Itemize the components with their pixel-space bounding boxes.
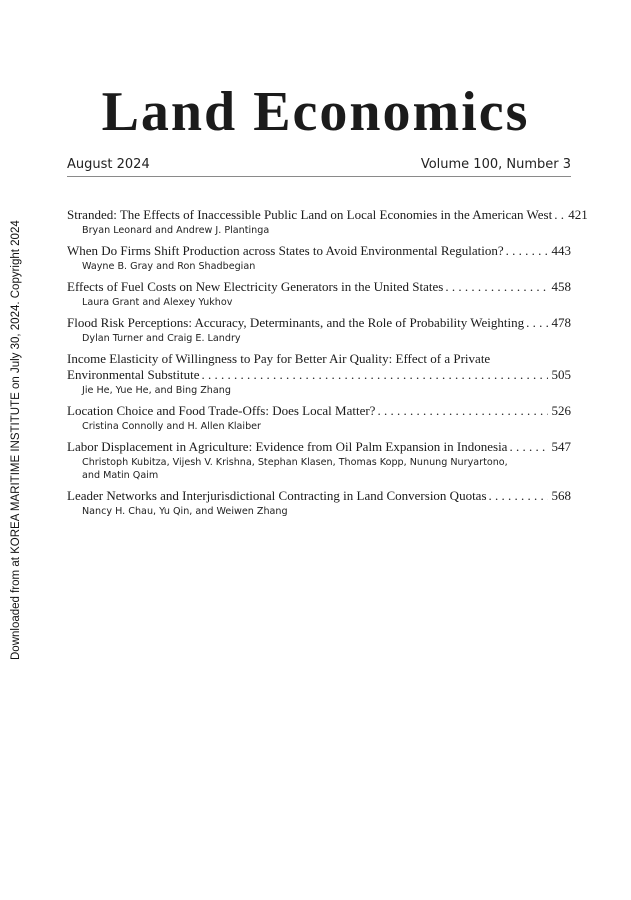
article-authors: Nancy H. Chau, Yu Qin, and Weiwen Zhang	[82, 506, 288, 517]
article-authors: Cristina Connolly and H. Allen Klaiber	[82, 421, 262, 432]
page-number: 526	[551, 403, 571, 418]
dot-leader	[506, 243, 548, 259]
toc-entry[interactable]	[67, 207, 588, 237]
article-title[interactable]: When Do Firms Shift Production across States to Avoid Environmental Regulation?	[67, 243, 504, 258]
toc-entry[interactable]	[67, 488, 571, 518]
page-number: 443	[551, 243, 571, 258]
article-authors: Laura Grant and Alexey Yukhov	[82, 297, 233, 308]
page-number: 568	[551, 488, 571, 503]
page-number: 547	[551, 439, 571, 454]
dot-leader	[377, 403, 547, 419]
article-authors: Dylan Turner and Craig E. Landry	[82, 333, 241, 344]
dot-leader	[509, 439, 547, 455]
article-title[interactable]: Labor Displacement in Agriculture: Evidence from Oil Palm Expansion in Indonesia	[67, 439, 508, 454]
article-title[interactable]: Stranded: The Effects of Inaccessible Public Land on Local Economies in the American West	[67, 207, 553, 222]
page-number: 421	[568, 207, 588, 222]
toc-entry[interactable]	[67, 279, 571, 309]
issue-info-bar	[67, 156, 571, 177]
article-authors-line-1: Christoph Kubitza, Vijesh V. Krishna, Stephan Klasen, Thomas Kopp, Nunung Nuryartono,	[82, 457, 508, 468]
dot-leader	[202, 367, 548, 383]
toc-entry[interactable]	[67, 403, 571, 433]
download-watermark: Downloaded from at KOREA MARITIME INSTITUTE on July 30, 2024. Copyright 2024	[10, 220, 22, 660]
toc-entry[interactable]	[67, 439, 571, 482]
article-authors: Bryan Leonard and Andrew J. Plantinga	[82, 225, 270, 236]
dot-leader	[554, 207, 564, 223]
article-title-line-1[interactable]: Income Elasticity of Willingness to Pay for Better Air Quality: Effect of a Private	[67, 351, 491, 366]
issue-date: August 2024	[67, 157, 150, 172]
toc-entry[interactable]	[67, 315, 571, 345]
page-number: 505	[551, 367, 571, 382]
article-authors-line-2: and Matin Qaim	[82, 470, 159, 481]
article-title[interactable]: Flood Risk Perceptions: Accuracy, Determinants, and the Role of Probability Weighting	[67, 315, 525, 330]
issue-volume: Volume 100, Number 3	[420, 157, 571, 172]
dot-leader	[489, 488, 548, 504]
article-authors: Wayne B. Gray and Ron Shadbegian	[82, 261, 256, 272]
dot-leader	[526, 315, 547, 331]
dot-leader	[445, 279, 547, 295]
page-number: 458	[551, 279, 571, 294]
article-title[interactable]: Location Choice and Food Trade-Offs: Does Local Matter?	[67, 403, 376, 418]
table-of-contents	[67, 207, 588, 524]
toc-entry[interactable]	[67, 243, 571, 273]
article-title-line-2[interactable]: Environmental Substitute	[67, 367, 200, 382]
journal-title: Land Economics	[101, 81, 530, 143]
page-number: 478	[551, 315, 571, 330]
toc-entry[interactable]	[67, 351, 571, 397]
article-title[interactable]: Leader Networks and Interjurisdictional Contracting in Land Conversion Quotas	[67, 488, 487, 503]
article-title[interactable]: Effects of Fuel Costs on New Electricity Generators in the United States	[67, 279, 444, 294]
article-authors: Jie He, Yue He, and Bing Zhang	[82, 385, 231, 396]
